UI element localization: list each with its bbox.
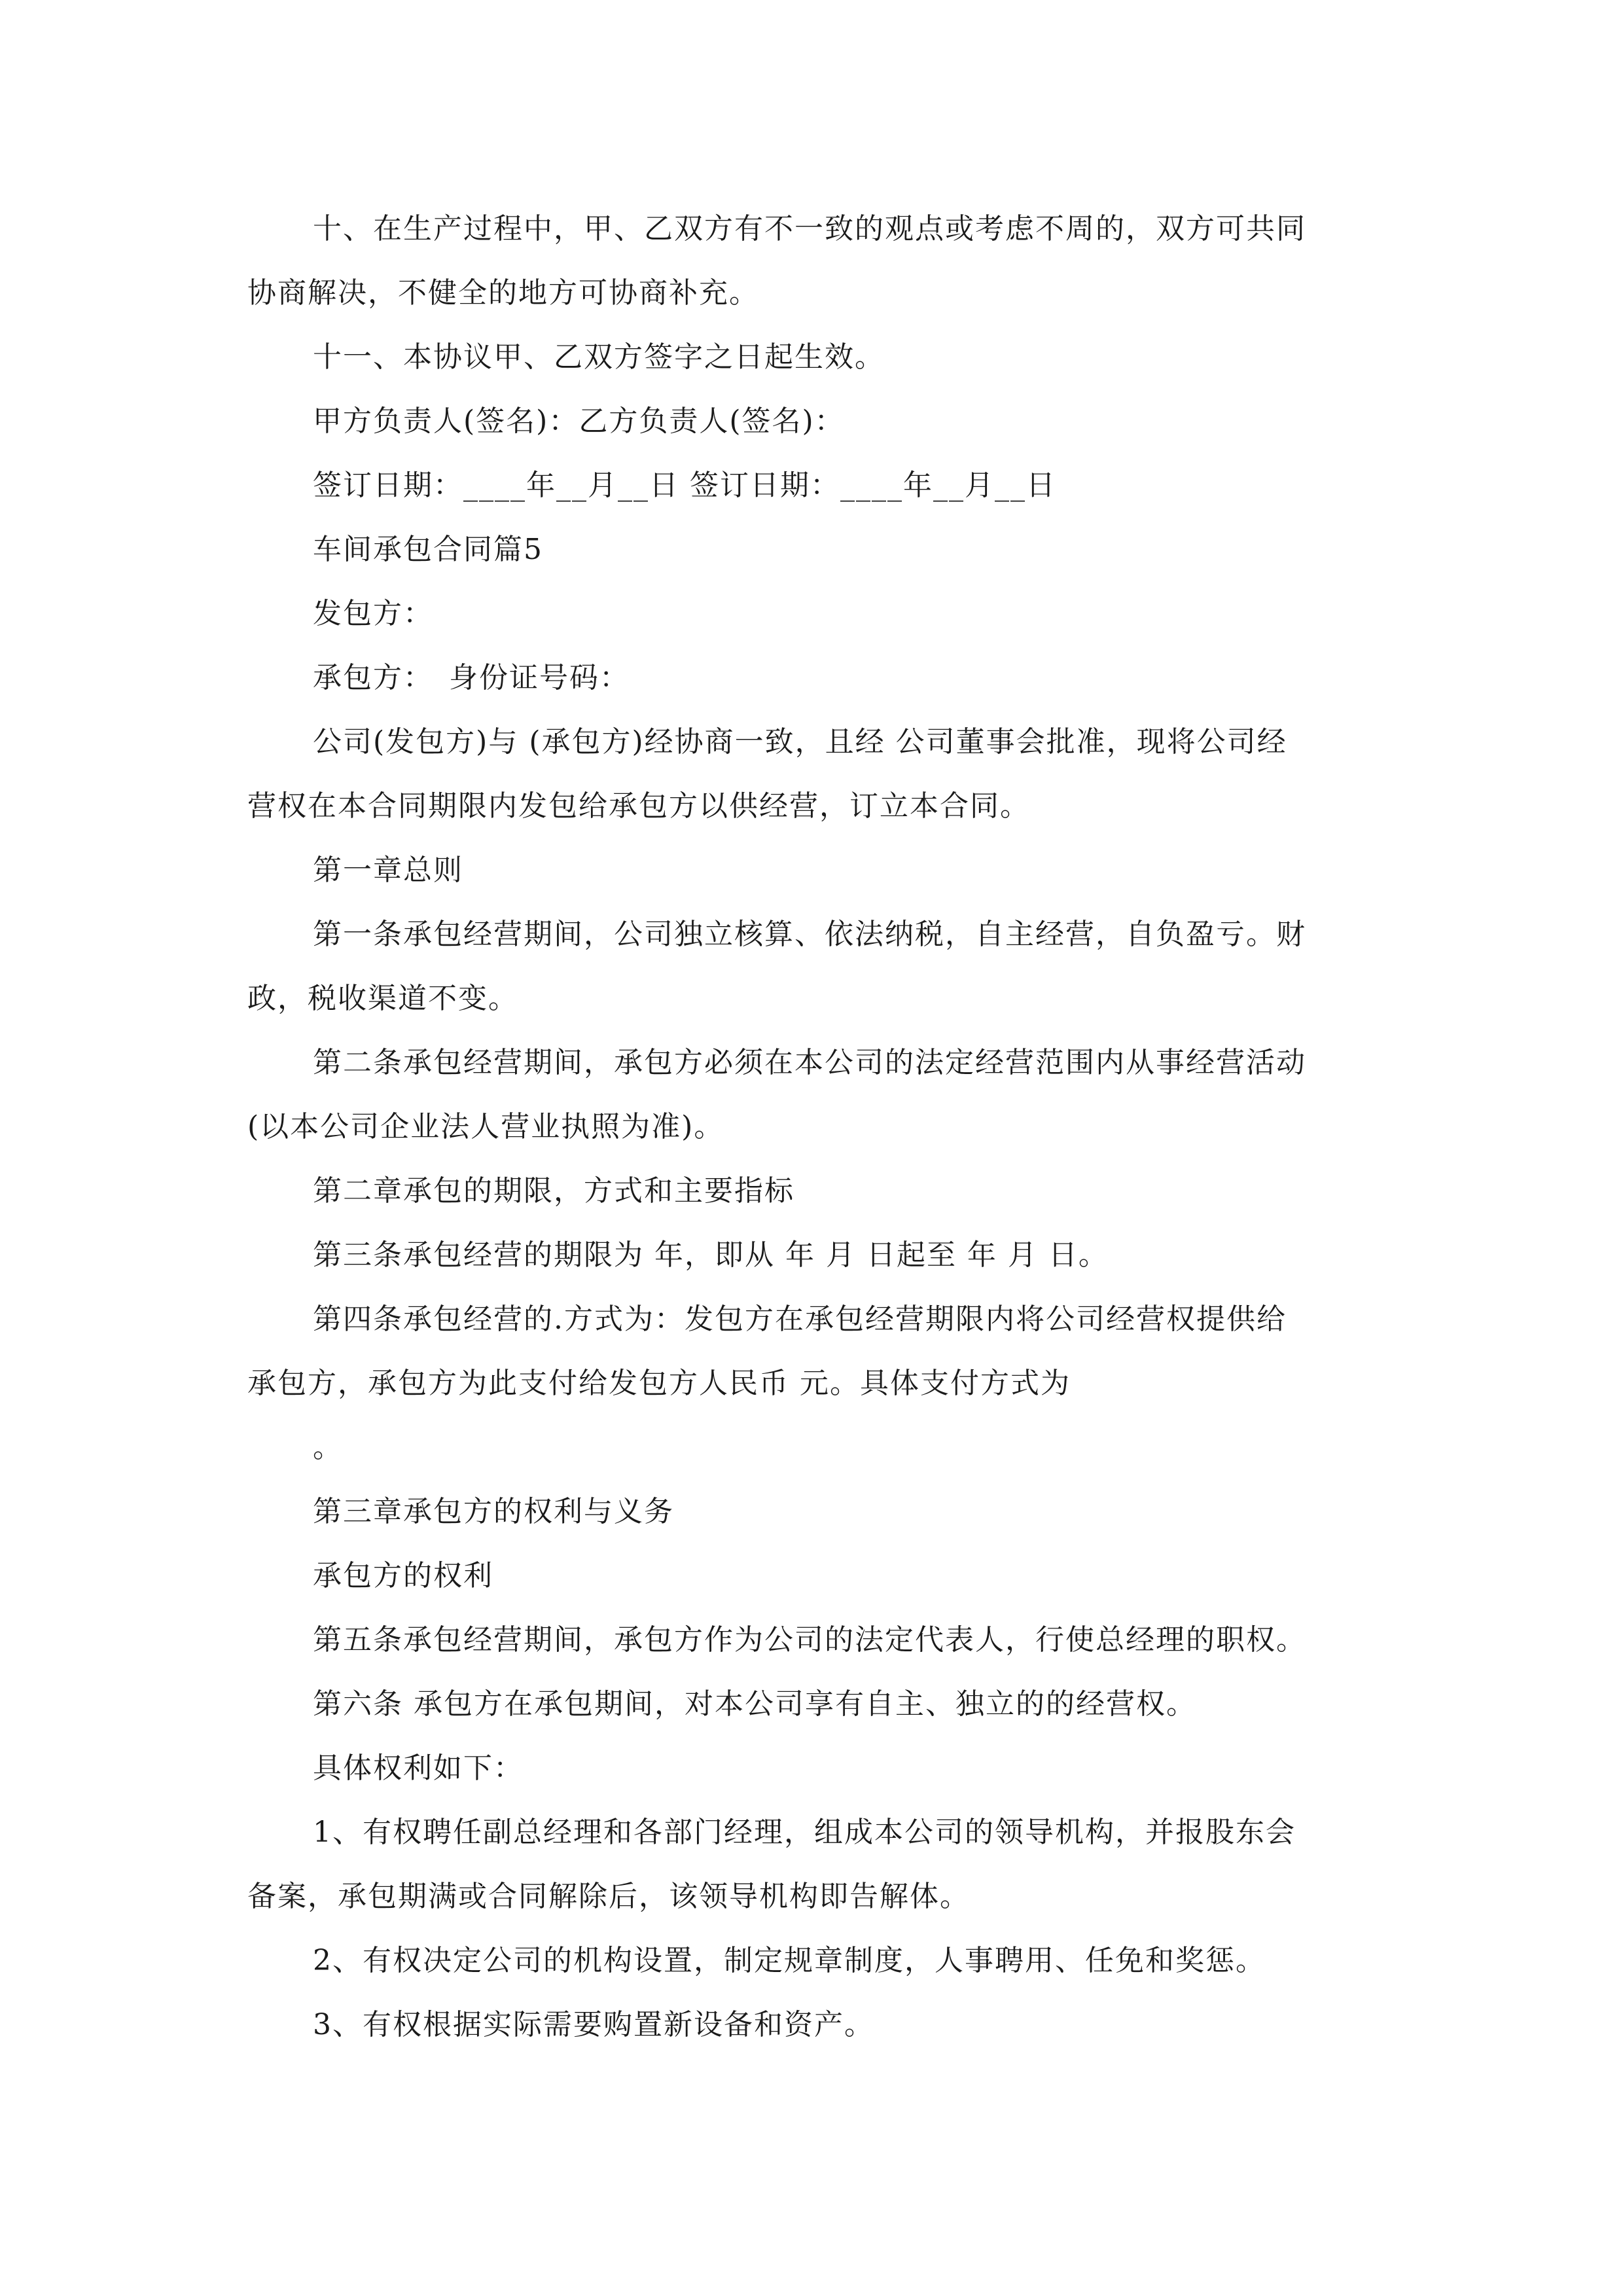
paragraph-line: 具体权利如下：	[313, 1751, 524, 1785]
list-item: 备案，承包期满或合同解除后，该领导机构即告解体。	[247, 1880, 970, 1913]
paragraph-line: 第二条承包经营期间，承包方必须在本公司的法定经营范围内从事经营活动	[313, 1046, 1306, 1079]
paragraph-line: 十一、本协议甲、乙双方签字之日起生效。	[313, 340, 885, 374]
chapter-heading: 第三章承包方的权利与义务	[313, 1495, 674, 1528]
list-item: 2、有权决定公司的机构设置，制定规章制度，人事聘用、任免和奖惩。	[313, 1944, 1266, 1977]
paragraph-line: 。	[313, 1431, 343, 1464]
subheading: 承包方的权利	[313, 1559, 493, 1592]
paragraph-line: 营权在本合同期限内发包给承包方以供经营，订立本合同。	[247, 789, 1030, 823]
paragraph-line: 第六条 承包方在承包期间，对本公司享有自主、独立的的经营权。	[313, 1687, 1196, 1721]
paragraph-line: (以本公司企业法人营业执照为准)。	[247, 1110, 724, 1143]
chapter-heading: 第一章总则	[313, 853, 463, 887]
party-line: 承包方： 身份证号码：	[313, 661, 630, 694]
section-title: 车间承包合同篇5	[313, 533, 543, 566]
paragraph-line: 协商解决，不健全的地方可协商补充。	[247, 276, 759, 310]
date-line: 签订日期：____年__月__日 签订日期：____年__月__日	[313, 469, 1056, 502]
paragraph-line: 第三条承包经营的期限为 年，即从 年 月 日起至 年 月 日。	[313, 1238, 1109, 1272]
list-item: 3、有权根据实际需要购置新设备和资产。	[313, 2008, 874, 2041]
paragraph-line: 承包方，承包方为此支付给发包方人民币 元。具体支付方式为	[247, 1367, 1071, 1400]
paragraph-line: 政，税收渠道不变。	[247, 982, 518, 1015]
paragraph-line: 第四条承包经营的.方式为：发包方在承包经营期限内将公司经营权提供给	[313, 1302, 1287, 1336]
list-item: 1、有权聘任副总经理和各部门经理，组成本公司的领导机构，并报股东会	[313, 1816, 1296, 1849]
paragraph-line: 十、在生产过程中，甲、乙双方有不一致的观点或考虑不周的，双方可共同	[313, 212, 1306, 245]
paragraph-line: 第一条承包经营期间，公司独立核算、依法纳税，自主经营，自负盈亏。财	[313, 918, 1306, 951]
chapter-heading: 第二章承包的期限，方式和主要指标	[313, 1174, 794, 1208]
paragraph-line: 第五条承包经营期间，承包方作为公司的法定代表人，行使总经理的职权。	[313, 1623, 1306, 1657]
signature-line: 甲方负责人(签名)：乙方负责人(签名)：	[313, 404, 845, 438]
paragraph-line: 公司(发包方)与 (承包方)经协商一致，且经 公司董事会批准，现将公司经	[313, 725, 1287, 759]
party-line: 发包方：	[313, 597, 433, 630]
